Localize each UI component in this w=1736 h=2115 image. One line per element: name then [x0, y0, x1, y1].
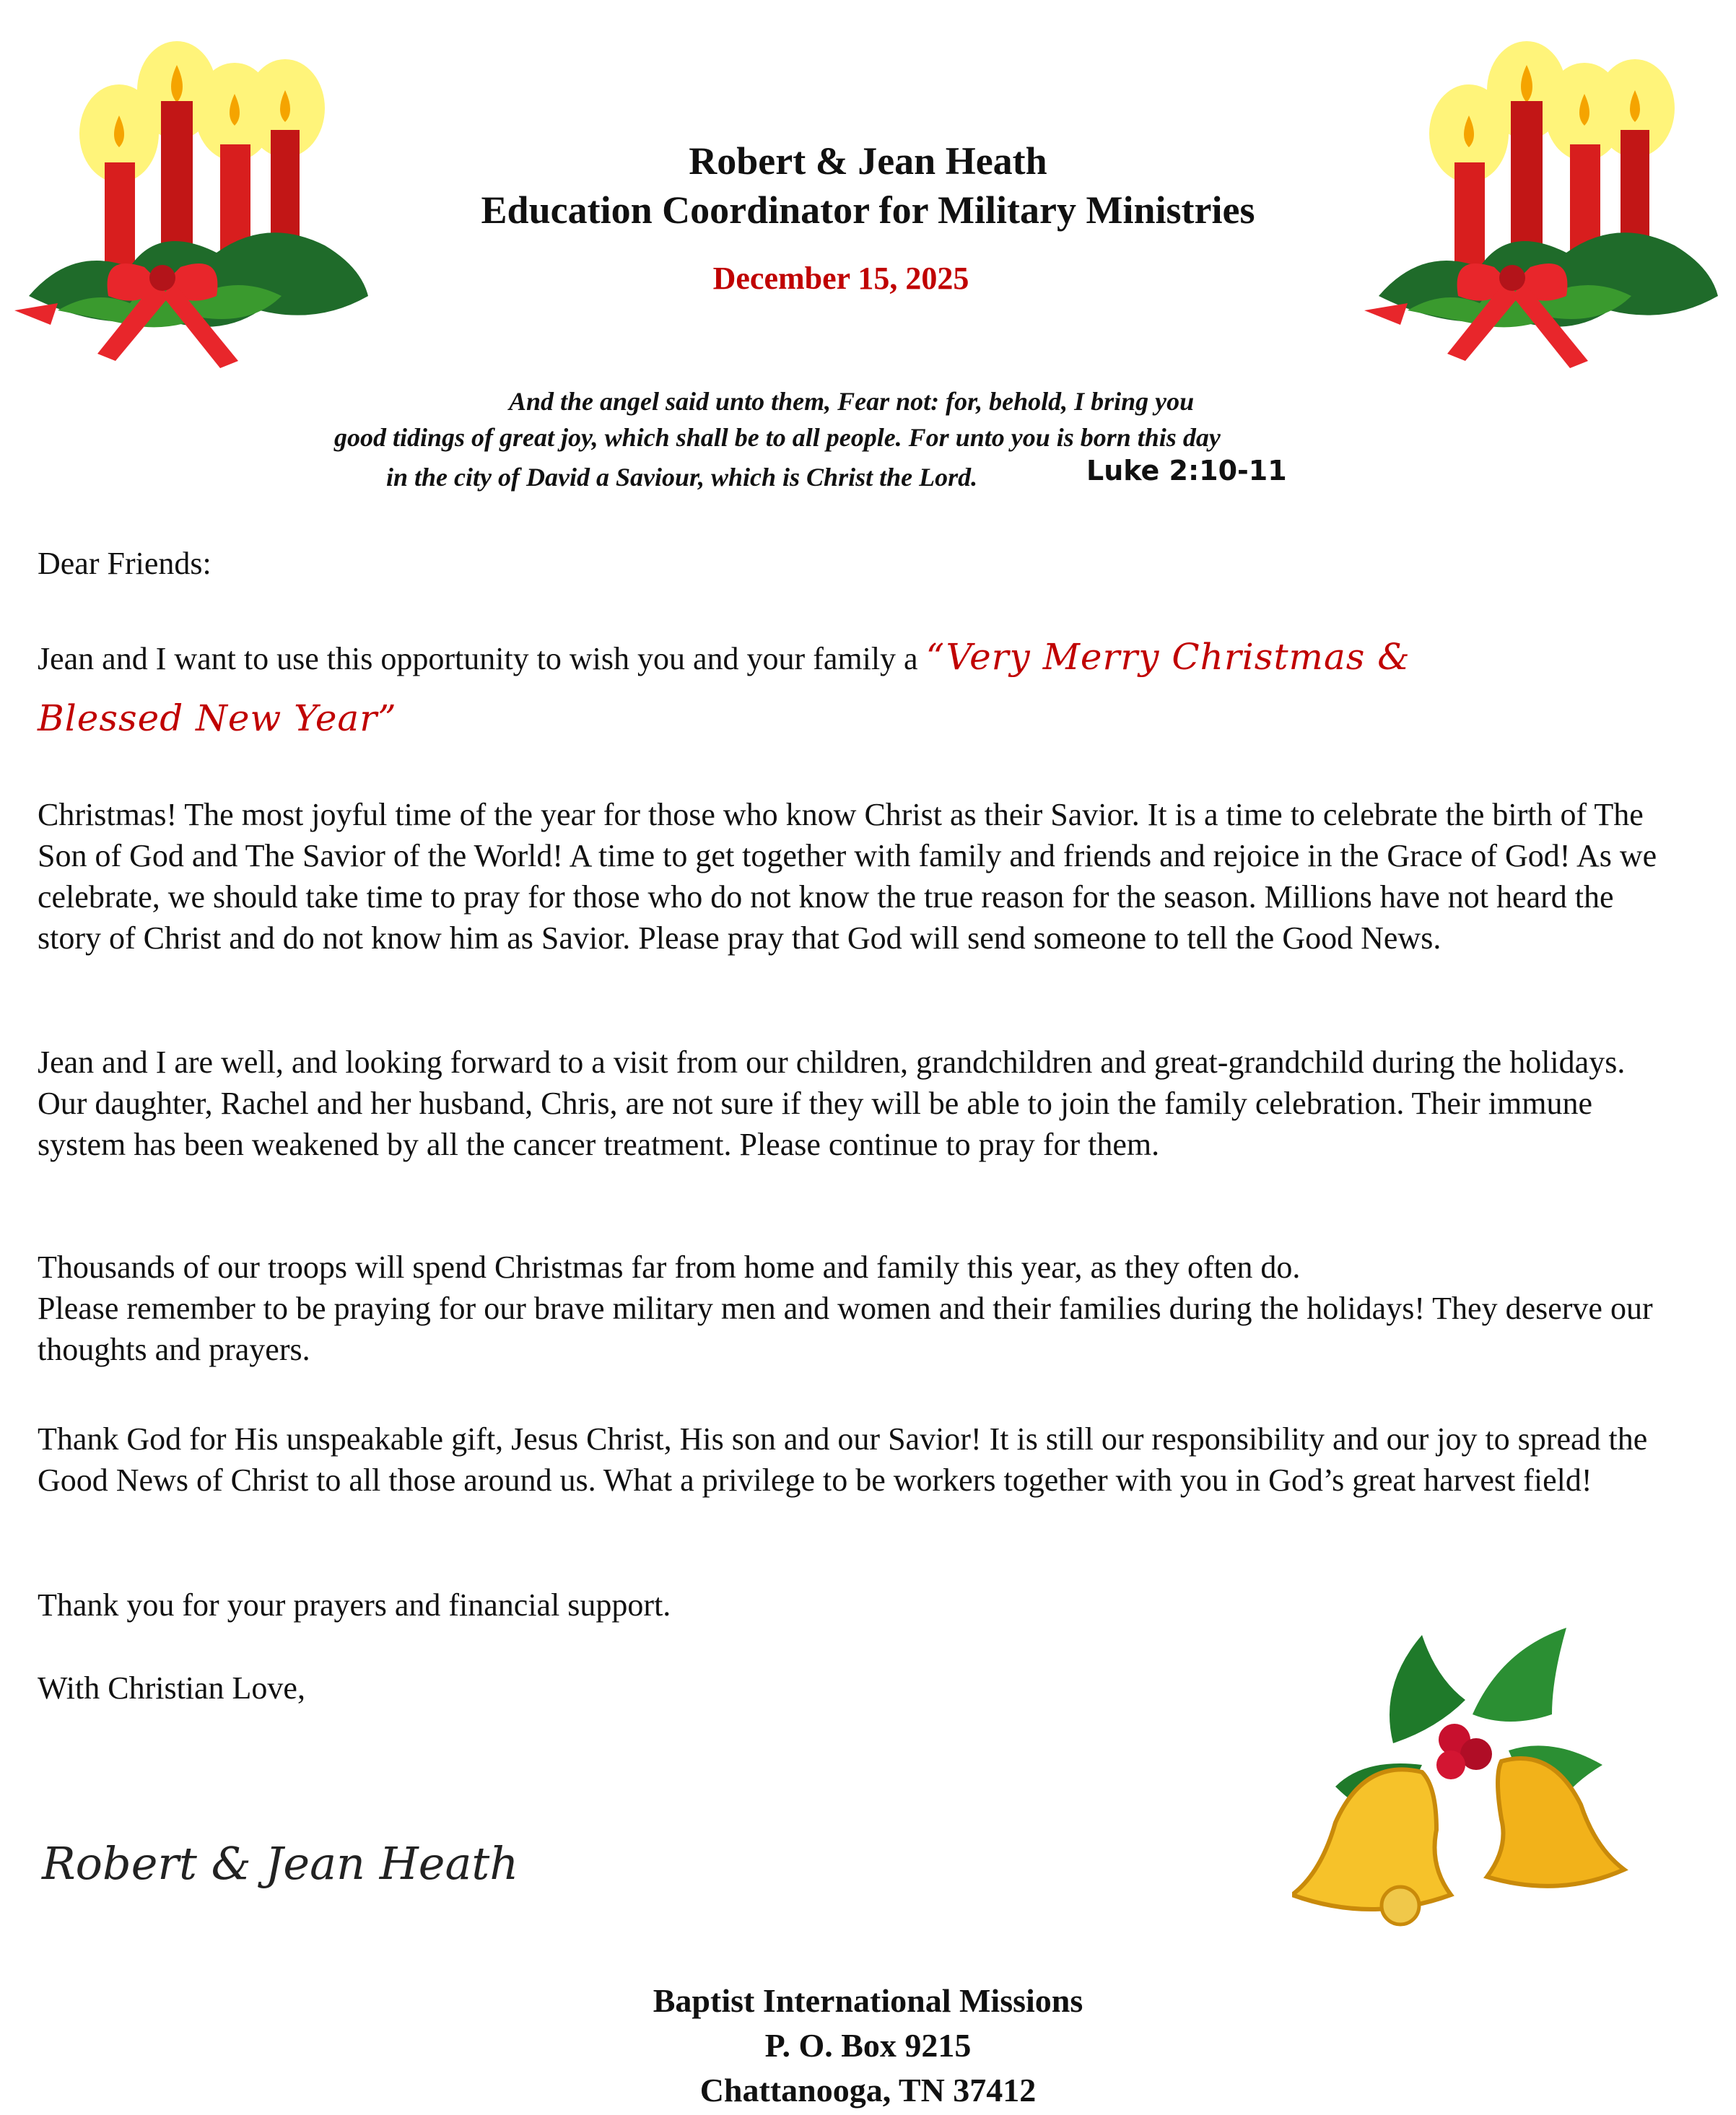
footer-org: Baptist International Missions — [653, 1982, 1083, 2019]
header-names: Robert & Jean Heath — [689, 139, 1047, 183]
troops-line-2: Please remember to be praying for our brave military men and women and their families during the holidays! They deserve our thoughts and prayers. — [38, 1291, 1653, 1367]
verse-line-1: And the angel said unto them, Fear not: for, behold, I bring you — [509, 387, 1195, 416]
footer-pobox: P. O. Box 9215 — [764, 2027, 972, 2064]
paragraph-thanks: Thank you for your prayers and financial support. — [38, 1587, 671, 1623]
paragraph-family: Jean and I are well, and looking forward to a visit from our children, grandchildren and great-grandchild during the holidays. Our daughter, Rachel and her husband, Chris, are not sure if they will be able to join the family celebration. Their immune system has been weakened by all the cancer treatment. Please continue to pray for them. — [38, 1045, 1626, 1162]
greeting: Dear Friends: — [38, 546, 211, 581]
wish-intro: Jean and I want to use this opportunity to wish you and your family a — [38, 641, 918, 676]
header-title: Education Coordinator for Military Ministries — [481, 188, 1255, 232]
paragraph-christmas: Christmas! The most joyful time of the year for those who know Christ as their Savior. It is a time to celebrate the birth of The Son of God and The Savior of the World! A time to get together with family and friends and rejoice in the Grace of God! As we celebrate, we should take time to pray for those who do not know the true reason for the season. Millions have not heard the story of Christ and do not know him as Savior. Please pray that God will send someone to tell the Good News. — [38, 797, 1657, 956]
footer-city: Chattanooga, TN 37412 — [699, 2072, 1037, 2109]
troops-line-1: Thousands of our troops will spend Christmas far from home and family this year, as they often do. — [38, 1250, 1301, 1285]
paragraph-troops — [38, 1247, 1669, 1370]
wish-script-line-2: Blessed New Year” — [38, 697, 397, 739]
signature: Robert & Jean Heath — [42, 1837, 519, 1890]
holly-berries — [1436, 1724, 1492, 1779]
christmas-wish — [38, 637, 1669, 679]
paragraph-gift: Thank God for His unspeakable gift, Jesus Christ, His son and our Savior! It is still our responsibility and our joy to spread the Good News of Christ to all those around us. What a privilege to be workers together with you in God’s great harvest field! — [38, 1421, 1648, 1498]
verse-line-3: in the city of David a Saviour, which is Christ the Lord. — [386, 463, 978, 492]
verse-reference: Luke 2:10-11 — [1086, 455, 1287, 487]
closing: With Christian Love, — [38, 1670, 305, 1706]
christmas-bells-illustration — [1292, 1606, 1653, 1938]
wish-script-line-1: “Very Merry Christmas & — [925, 636, 1410, 678]
letter-date: December 15, 2025 — [712, 261, 969, 296]
wish-script-line-2-wrap — [38, 698, 1669, 741]
verse-line-2: good tidings of great joy, which shall be to all people. For unto you is born this day — [334, 423, 1221, 452]
